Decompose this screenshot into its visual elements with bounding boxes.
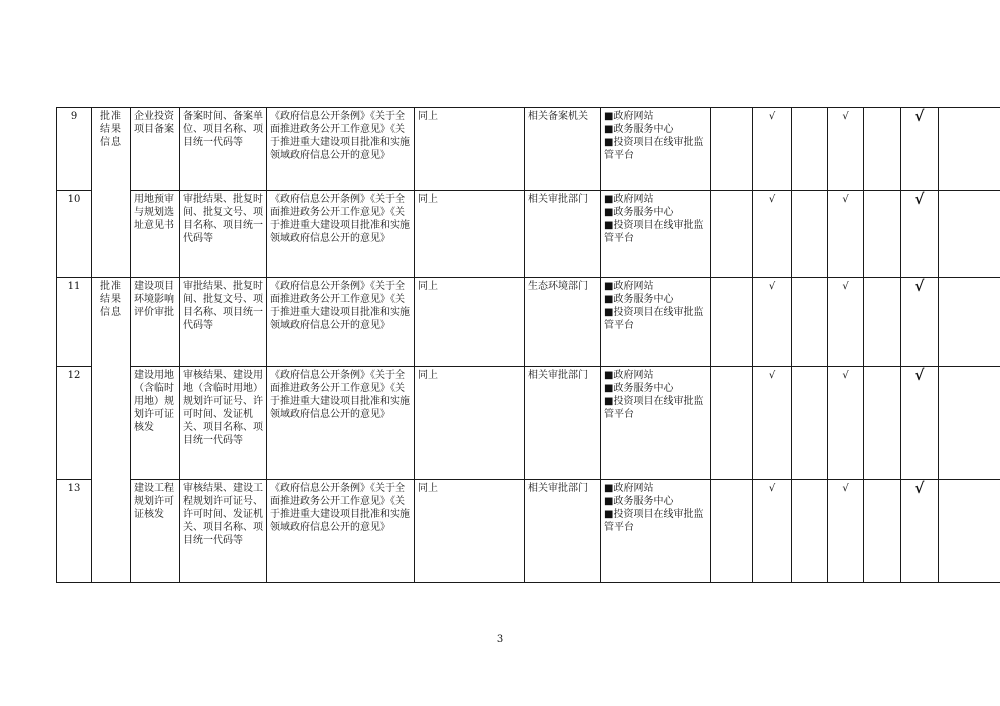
mark-cell [828, 278, 864, 367]
subject-cell: 相关备案机关 [525, 108, 601, 191]
channel-item: ■政府网站 [604, 370, 654, 381]
check-icon: √ [914, 190, 925, 208]
mark-cell [864, 108, 901, 191]
row-number: 9 [57, 108, 92, 191]
channels-cell [601, 278, 711, 367]
channel-item: ■政务服务中心 [604, 496, 674, 507]
content-cell: 审核结果、建设工程规划许可证号、许可时间、发证机关、项目名称、项目统一代码等 [180, 480, 267, 583]
channel-item: ■政府网站 [604, 483, 654, 494]
mark-cell [828, 480, 864, 583]
item-cell: 建设工程规划许可证核发 [131, 480, 180, 583]
table-row [57, 367, 1000, 480]
category-cell: 批准结果信息 [92, 278, 131, 583]
channel-item: ■政府网站 [604, 281, 654, 292]
mark-cell [939, 108, 1000, 191]
channel-item: ■投资项目在线审批监管平台 [604, 220, 704, 244]
check-icon: √ [768, 281, 776, 292]
mark-cell [753, 108, 792, 191]
basis-cell: 《政府信息公开条例》《关于全面推进政务公开工作意见》《关于推进重大建设项目批准和实施领域政府信息公开的意见》 [267, 108, 415, 191]
subject-cell: 相关审批部门 [525, 367, 601, 480]
check-icon: √ [914, 479, 925, 497]
mark-cell [864, 480, 901, 583]
content-cell: 备案时间、备案单位、项目名称、项目统一代码等 [180, 108, 267, 191]
check-icon: √ [842, 483, 849, 494]
check-icon: √ [842, 111, 849, 122]
row-number: 12 [57, 367, 92, 480]
time-cell: 同上 [415, 191, 525, 278]
channel-item: ■政务服务中心 [604, 207, 674, 218]
channel-item: ■政务服务中心 [604, 124, 674, 135]
mark-cell [792, 191, 828, 278]
mark-cell [792, 480, 828, 583]
content-cell: 审核结果、建设用地（含临时用地）规划许可证号、许可时间、发证机关、项目名称、项目统一代码等 [180, 367, 267, 480]
category-cell: 批准结果信息 [92, 108, 131, 278]
basis-cell: 《政府信息公开条例》《关于全面推进政务公开工作意见》《关于推进重大建设项目批准和实施领域政府信息公开的意见》 [267, 191, 415, 278]
mark-cell [939, 367, 1000, 480]
item-cell: 建设用地（含临时用地）规划许可证核发 [131, 367, 180, 480]
time-cell: 同上 [415, 480, 525, 583]
channels-cell [601, 480, 711, 583]
content-cell: 审批结果、批复时间、批复文号、项目名称、项目统一代码等 [180, 191, 267, 278]
mark-cell [864, 278, 901, 367]
mark-cell [864, 367, 901, 480]
table-row [57, 480, 1000, 583]
channel-item: ■政府网站 [604, 111, 654, 122]
mark-cell [711, 480, 753, 583]
mark-cell [901, 191, 939, 278]
mark-cell [711, 108, 753, 191]
check-icon: √ [842, 281, 849, 292]
disclosure-table [56, 107, 1000, 583]
mark-cell [711, 278, 753, 367]
table-row [57, 108, 1000, 191]
mark-cell [753, 367, 792, 480]
time-cell: 同上 [415, 367, 525, 480]
channels-cell [601, 108, 711, 191]
channel-item: ■投资项目在线审批监管平台 [604, 307, 704, 331]
mark-cell [792, 367, 828, 480]
basis-cell: 《政府信息公开条例》《关于全面推进政务公开工作意见》《关于推进重大建设项目批准和实施领域政府信息公开的意见》 [267, 367, 415, 480]
mark-cell [901, 367, 939, 480]
channel-item: ■投资项目在线审批监管平台 [604, 137, 704, 161]
check-icon: √ [768, 194, 776, 205]
channel-item: ■投资项目在线审批监管平台 [604, 509, 704, 533]
mark-cell [753, 278, 792, 367]
mark-cell [901, 480, 939, 583]
item-cell: 用地预审与规划选址意见书 [131, 191, 180, 278]
subject-cell: 生态环境部门 [525, 278, 601, 367]
channel-item: ■政府网站 [604, 194, 654, 205]
check-icon: √ [914, 107, 925, 125]
mark-cell [864, 191, 901, 278]
mark-cell [939, 191, 1000, 278]
mark-cell [753, 480, 792, 583]
channel-item: ■政务服务中心 [604, 383, 674, 394]
time-cell: 同上 [415, 278, 525, 367]
check-icon: √ [768, 111, 776, 122]
mark-cell [753, 191, 792, 278]
check-icon: √ [768, 370, 776, 381]
item-cell: 企业投资项目备案 [131, 108, 180, 191]
row-number: 10 [57, 191, 92, 278]
mark-cell [711, 367, 753, 480]
mark-cell [901, 278, 939, 367]
row-number: 13 [57, 480, 92, 583]
channels-cell [601, 367, 711, 480]
time-cell: 同上 [415, 108, 525, 191]
check-icon: √ [914, 277, 925, 295]
basis-cell: 《政府信息公开条例》《关于全面推进政务公开工作意见》《关于推进重大建设项目批准和实施领域政府信息公开的意见》 [267, 480, 415, 583]
check-icon: √ [768, 483, 776, 494]
mark-cell [828, 367, 864, 480]
basis-cell: 《政府信息公开条例》《关于全面推进政务公开工作意见》《关于推进重大建设项目批准和实施领域政府信息公开的意见》 [267, 278, 415, 367]
row-number: 11 [57, 278, 92, 367]
mark-cell [828, 191, 864, 278]
channel-item: ■投资项目在线审批监管平台 [604, 396, 704, 420]
mark-cell [939, 480, 1000, 583]
table-row [57, 191, 1000, 278]
channel-item: ■政务服务中心 [604, 294, 674, 305]
channels-cell [601, 191, 711, 278]
subject-cell: 相关审批部门 [525, 480, 601, 583]
content-cell: 审批结果、批复时间、批复文号、项目名称、项目统一代码等 [180, 278, 267, 367]
mark-cell [828, 108, 864, 191]
check-icon: √ [842, 194, 849, 205]
check-icon: √ [842, 370, 849, 381]
mark-cell [901, 108, 939, 191]
table-row [57, 278, 1000, 367]
page-number: 3 [496, 634, 504, 645]
mark-cell [939, 278, 1000, 367]
mark-cell [711, 191, 753, 278]
mark-cell [792, 278, 828, 367]
subject-cell: 相关审批部门 [525, 191, 601, 278]
mark-cell [792, 108, 828, 191]
check-icon: √ [914, 366, 925, 384]
item-cell: 建设项目环境影响评价审批 [131, 278, 180, 367]
